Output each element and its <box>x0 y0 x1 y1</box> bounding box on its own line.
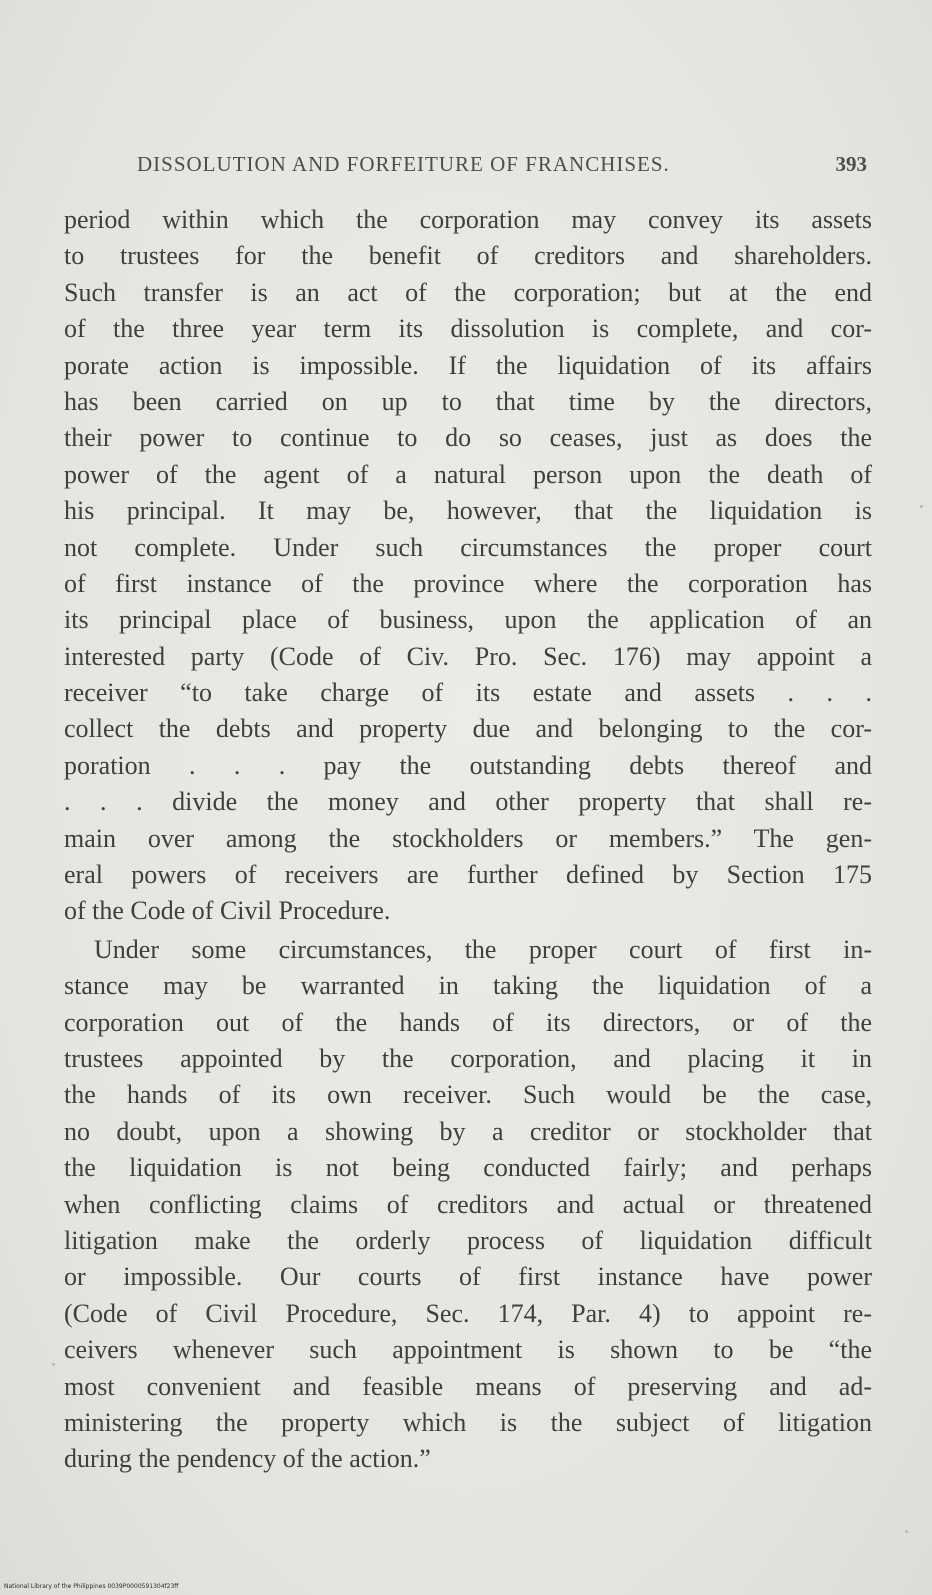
text-line: of first instance of the province where the corporation has <box>64 568 872 598</box>
text-line: receiver “to take charge of its estate and assets . . . <box>64 678 872 708</box>
page-number: 393 <box>835 152 867 176</box>
text-line: their power to continue to do so ceases, just as does the <box>64 423 872 453</box>
text-line: ministering the property which is the subject of litigation <box>64 1407 872 1437</box>
running-head <box>137 152 867 177</box>
text-line: Under some circumstances, the proper court of first in- <box>94 934 872 964</box>
paragraph-2 <box>64 932 872 1478</box>
text-line: of the three year term its dissolution is complete, and cor- <box>64 314 872 344</box>
text-line: interested party (Code of Civ. Pro. Sec. 176) may appoint a <box>64 641 872 671</box>
text-line: litigation make the orderly process of liquidation difficult <box>64 1225 872 1255</box>
text-line: the liquidation is not being conducted fairly; and perhaps <box>64 1153 872 1183</box>
text-line: or impossible. Our courts of first instance have power <box>64 1262 872 1292</box>
text-line: its principal place of business, upon the application of an <box>64 605 872 635</box>
text-line: main over among the stockholders or members.” The gen- <box>64 823 872 853</box>
text-line: power of the agent of a natural person upon the death of <box>64 459 872 489</box>
text-line: period within which the corporation may convey its assets <box>64 205 872 234</box>
scan-footer: National Library of the Philippines 0039P0000591304f23ff <box>4 1583 179 1590</box>
text-line: . . . divide the money and other property that shall re- <box>64 787 872 817</box>
body-text <box>64 202 872 1478</box>
text-line: trustees appointed by the corporation, and placing it in <box>64 1043 872 1073</box>
text-line: his principal. It may be, however, that the liquidation is <box>64 496 872 526</box>
text-line: ceivers whenever such appointment is shown to be “the <box>64 1335 872 1365</box>
text-line: eral powers of receivers are further defined by Section 175 <box>64 860 872 890</box>
text-line: not complete. Under such circumstances the proper court <box>64 532 872 562</box>
text-line: during the pendency of the action.” <box>64 1444 431 1474</box>
text-line: most convenient and feasible means of preserving and ad- <box>64 1371 872 1401</box>
paper-speck <box>52 1363 55 1366</box>
text-line: of the Code of Civil Procedure. <box>64 896 391 926</box>
text-line: has been carried on up to that time by the directors, <box>64 386 872 416</box>
text-line: to trustees for the benefit of creditors and shareholders. <box>64 241 872 271</box>
text-line: when conflicting claims of creditors and actual or threatened <box>64 1189 872 1219</box>
paragraph-1 <box>64 202 872 930</box>
text-line: the hands of its own receiver. Such would be the case, <box>64 1080 872 1110</box>
text-line: (Code of Civil Procedure, Sec. 174, Par. 4) to appoint re- <box>64 1298 872 1328</box>
running-head-title: DISSOLUTION AND FORFEITURE OF FRANCHISES. <box>137 152 670 176</box>
text-line: porate action is impossible. If the liquidation of its affairs <box>64 350 872 380</box>
text-line: no doubt, upon a showing by a creditor or stockholder that <box>64 1116 872 1146</box>
text-line: stance may be warranted in taking the liquidation of a <box>64 971 872 1001</box>
text-line: corporation out of the hands of its directors, or of the <box>64 1007 872 1037</box>
text-line: poration . . . pay the outstanding debts thereof and <box>64 750 872 780</box>
text-line: collect the debts and property due and belonging to the cor- <box>64 714 872 744</box>
text-line: Such transfer is an act of the corporation; but at the end <box>64 277 872 307</box>
paper-speck <box>920 505 923 508</box>
paper-speck <box>905 1530 908 1533</box>
